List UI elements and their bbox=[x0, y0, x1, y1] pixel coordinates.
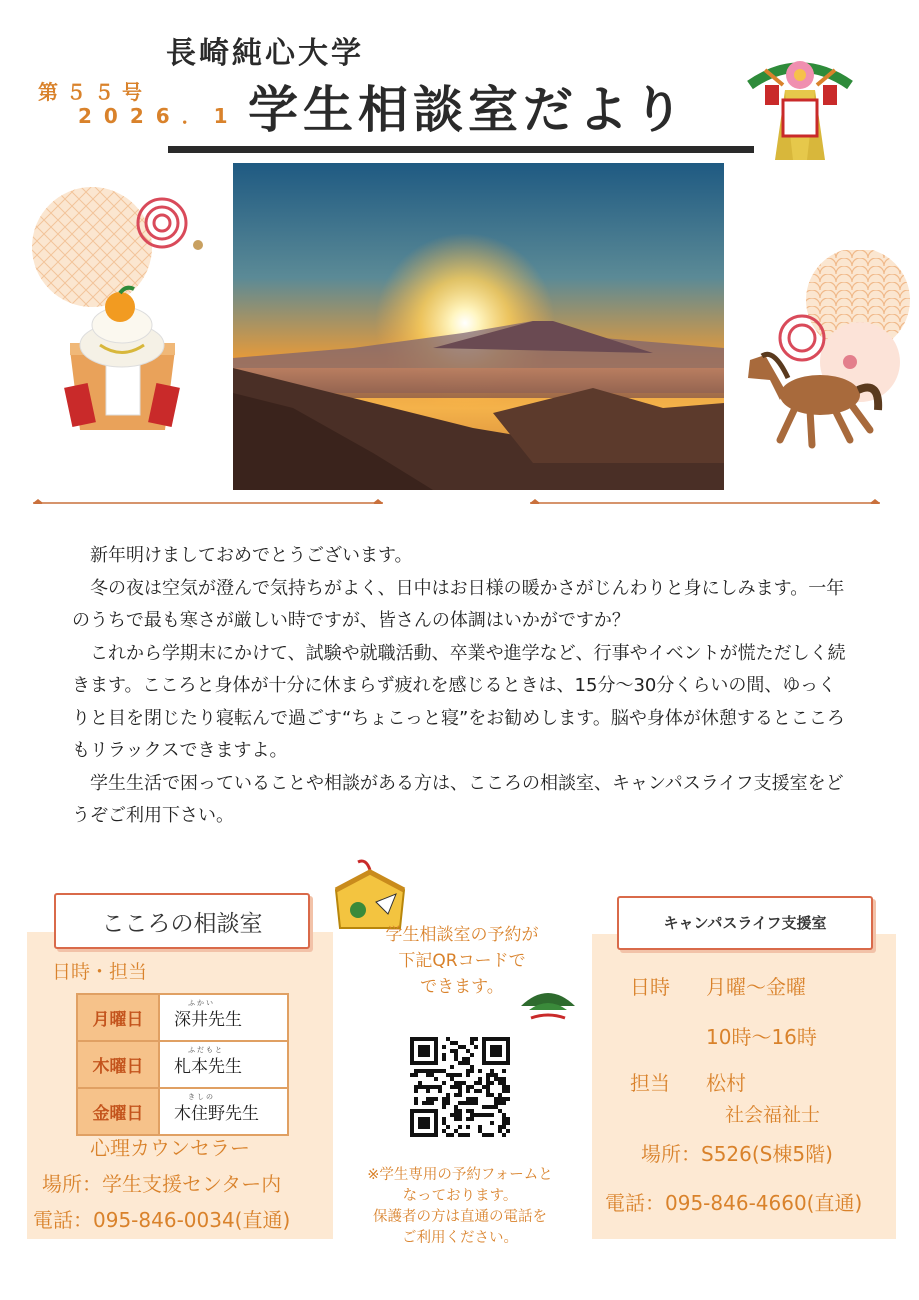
sunrise-photo bbox=[233, 163, 724, 490]
campus-banner bbox=[617, 896, 873, 950]
ornament-divider-left bbox=[33, 498, 383, 504]
counselor-name bbox=[159, 994, 288, 1041]
name-text: 木住野先生 bbox=[174, 1104, 259, 1124]
reservation-note bbox=[335, 1165, 585, 1249]
note-line: なっております。 bbox=[402, 1188, 518, 1204]
counselor-schedule bbox=[76, 993, 289, 1136]
name-ruby: きしの bbox=[188, 1093, 215, 1101]
counselor-name bbox=[159, 1041, 288, 1088]
reservation-line: できます。 bbox=[420, 977, 504, 997]
issue-date: 2026．1 bbox=[78, 104, 240, 128]
campus-staff-role: 社会福祉士 bbox=[725, 1104, 821, 1126]
newsletter-title: 学生相談室だより bbox=[248, 81, 688, 139]
campus-datetime-label: 日時 bbox=[630, 975, 670, 999]
campus-title: キャンパスライフ支援室 bbox=[663, 914, 827, 932]
day-cell: 月曜日 bbox=[77, 994, 159, 1041]
name-ruby: ふだもと bbox=[188, 1046, 224, 1054]
schedule-label: 日時・担当 bbox=[52, 961, 148, 983]
issue-number: 第５５号 bbox=[38, 80, 150, 104]
note-line: ※学生専用の予約フォームと bbox=[367, 1167, 553, 1183]
kokoro-banner bbox=[54, 893, 310, 949]
title-underline bbox=[168, 146, 754, 153]
day-cell: 木曜日 bbox=[77, 1041, 159, 1088]
counselor-name bbox=[159, 1088, 288, 1135]
greeting-message bbox=[72, 540, 852, 833]
kagami-mochi-icon bbox=[30, 185, 205, 445]
table-row bbox=[77, 1088, 288, 1135]
greeting-paragraph: 新年明けましておめでとうございます。 bbox=[90, 545, 413, 566]
name-ruby: ふかい bbox=[188, 999, 215, 1007]
table-row bbox=[77, 994, 288, 1041]
campus-phone: 電話：095-846-4660(直通) bbox=[605, 1191, 863, 1215]
campus-hours: 10時～16時 bbox=[706, 1025, 817, 1049]
university-name: 長崎純心大学 bbox=[166, 36, 364, 71]
counselor-role: 心理カウンセラー bbox=[90, 1136, 250, 1160]
greeting-paragraph: これから学期末にかけて、試験や就職活動、卒業や進学など、行事やイベントが慌ただしく続きます。こころと身体が十分に休まらず疲れを感じるときは、15分～30分くらいの間、ゆっくりと目を閉じたり寝転んで過ごす“ちょこっと寝”をお勧めします。脳や身体が休憩するとこころもリラックスできますよ。 bbox=[72, 642, 846, 761]
note-line: 保護者の方は直通の電話を bbox=[373, 1209, 547, 1225]
campus-place: 場所：S526(S棟5階) bbox=[641, 1142, 833, 1166]
qr-code[interactable] bbox=[410, 1037, 510, 1137]
campus-staff-name: 松村 bbox=[706, 1071, 746, 1095]
ornament-divider-right bbox=[530, 498, 880, 504]
greeting-paragraph: 冬の夜は空気が澄んで気持ちがよく、日中はお日様の暖かさがじんわりと身にしみます。一年のうちで最も寒さが厳しい時ですが、皆さんの体調はいかがですか？ bbox=[72, 577, 845, 631]
note-line: ご利用ください。 bbox=[402, 1230, 518, 1246]
day-cell: 金曜日 bbox=[77, 1088, 159, 1135]
kokoro-place: 場所：学生支援センター内 bbox=[42, 1172, 282, 1196]
reservation-line: 下記QRコードで bbox=[398, 951, 526, 971]
pine-icon bbox=[517, 984, 579, 1024]
shimenawa-icon bbox=[745, 30, 855, 170]
kokoro-title: こころの相談室 bbox=[101, 911, 263, 937]
greeting-paragraph: 学生生活で困っていることや相談がある方は、こころの相談室、キャンパスライフ支援室をどうぞご利用下さい。 bbox=[72, 772, 844, 826]
table-row bbox=[77, 1041, 288, 1088]
name-text: 札本先生 bbox=[174, 1057, 242, 1077]
reservation-line: 学生相談室の予約が bbox=[385, 925, 539, 945]
campus-days: 月曜～金曜 bbox=[706, 975, 806, 999]
campus-staff-label: 担当 bbox=[630, 1071, 670, 1095]
kokoro-phone: 電話：095-846-0034(直通) bbox=[33, 1208, 291, 1232]
name-text: 深井先生 bbox=[174, 1010, 242, 1030]
horse-icon bbox=[740, 250, 915, 460]
